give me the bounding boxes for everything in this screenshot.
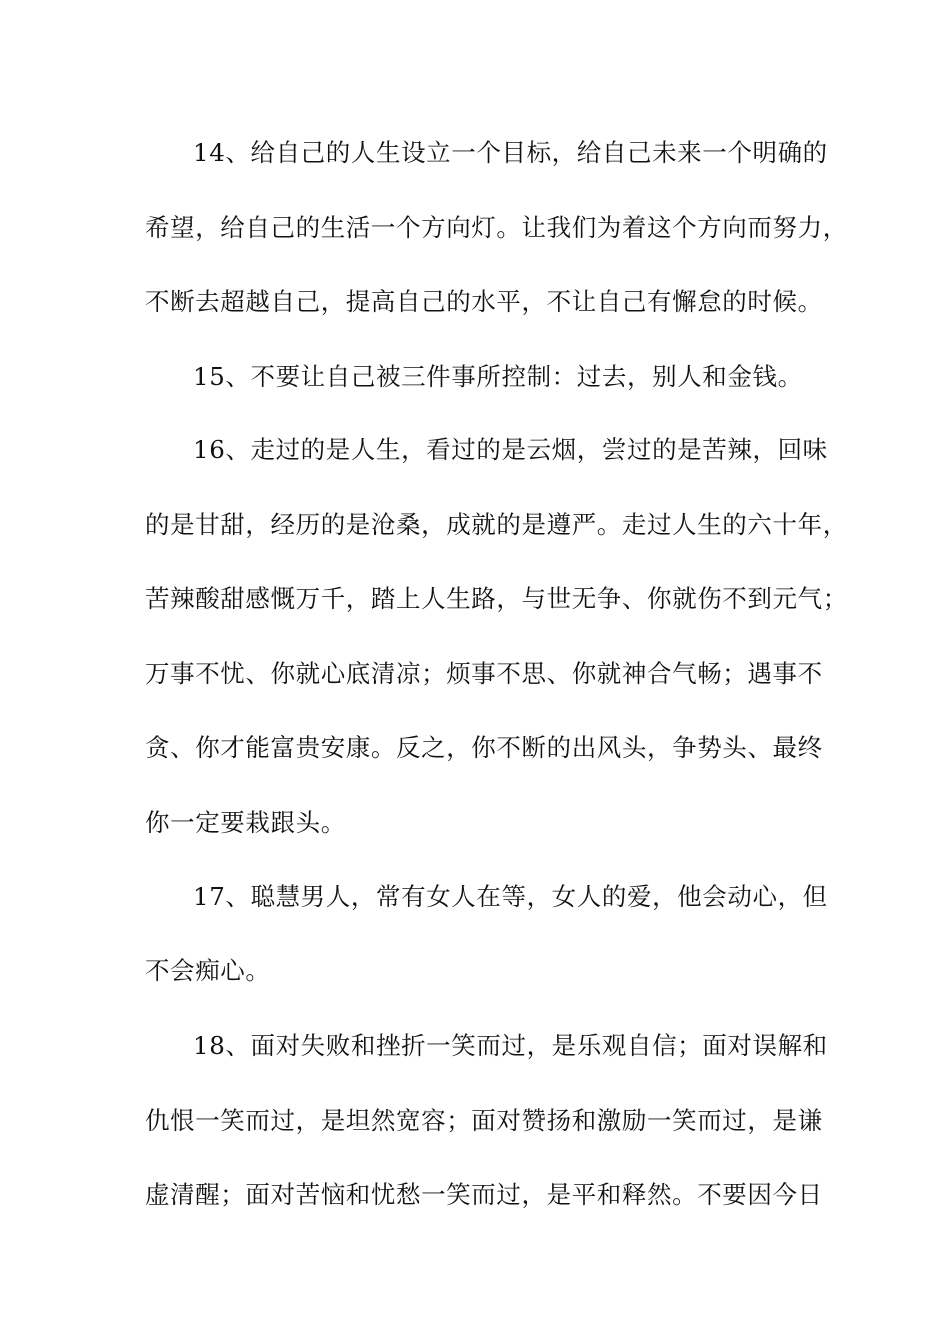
paragraph-16-line-5: 贪、你才能富贵安康。反之，你不断的出风头，争势头、最终 [145, 733, 823, 762]
paragraph-16-line-1: 16、走过的是人生，看过的是云烟，尝过的是苦辣，回味 [193, 435, 828, 464]
paragraph-16-line-2: 的是甘甜，经历的是沧桑，成就的是遵严。走过人生的六十年， [145, 510, 848, 539]
paragraph-18-line-1: 18、面对失败和挫折一笑而过，是乐观自信；面对误解和 [193, 1031, 828, 1060]
paragraph-18-line-3: 虚清醒；面对苦恼和忧愁一笑而过，是平和释然。不要因今日 [145, 1180, 823, 1209]
paragraph-16-line-6: 你一定要栽跟头。 [145, 808, 346, 837]
paragraph-14-line-2: 希望，给自己的生活一个方向灯。让我们为着这个方向而努力， [145, 213, 848, 242]
paragraph-17-line-2: 不会痴心。 [145, 956, 271, 985]
paragraph-17-line-1: 17、聪慧男人，常有女人在等，女人的爱，他会动心，但 [193, 882, 828, 911]
paragraph-18-line-2: 仇恨一笑而过，是坦然宽容；面对赞扬和激励一笑而过，是谦 [145, 1106, 823, 1135]
paragraph-14-line-3: 不断去超越自己，提高自己的水平，不让自己有懈怠的时候。 [145, 287, 823, 316]
paragraph-15-line-1: 15、不要让自己被三件事所控制：过去，别人和金钱。 [193, 362, 803, 391]
paragraph-16-line-4: 万事不忧、你就心底清凉；烦事不思、你就神合气畅；遇事不 [145, 659, 823, 688]
paragraph-14-line-1: 14、给自己的人生设立一个目标，给自己未来一个明确的 [193, 138, 828, 167]
paragraph-16-line-3: 苦辣酸甜感慨万千，踏上人生路，与世无争、你就伤不到元气； [145, 584, 848, 613]
